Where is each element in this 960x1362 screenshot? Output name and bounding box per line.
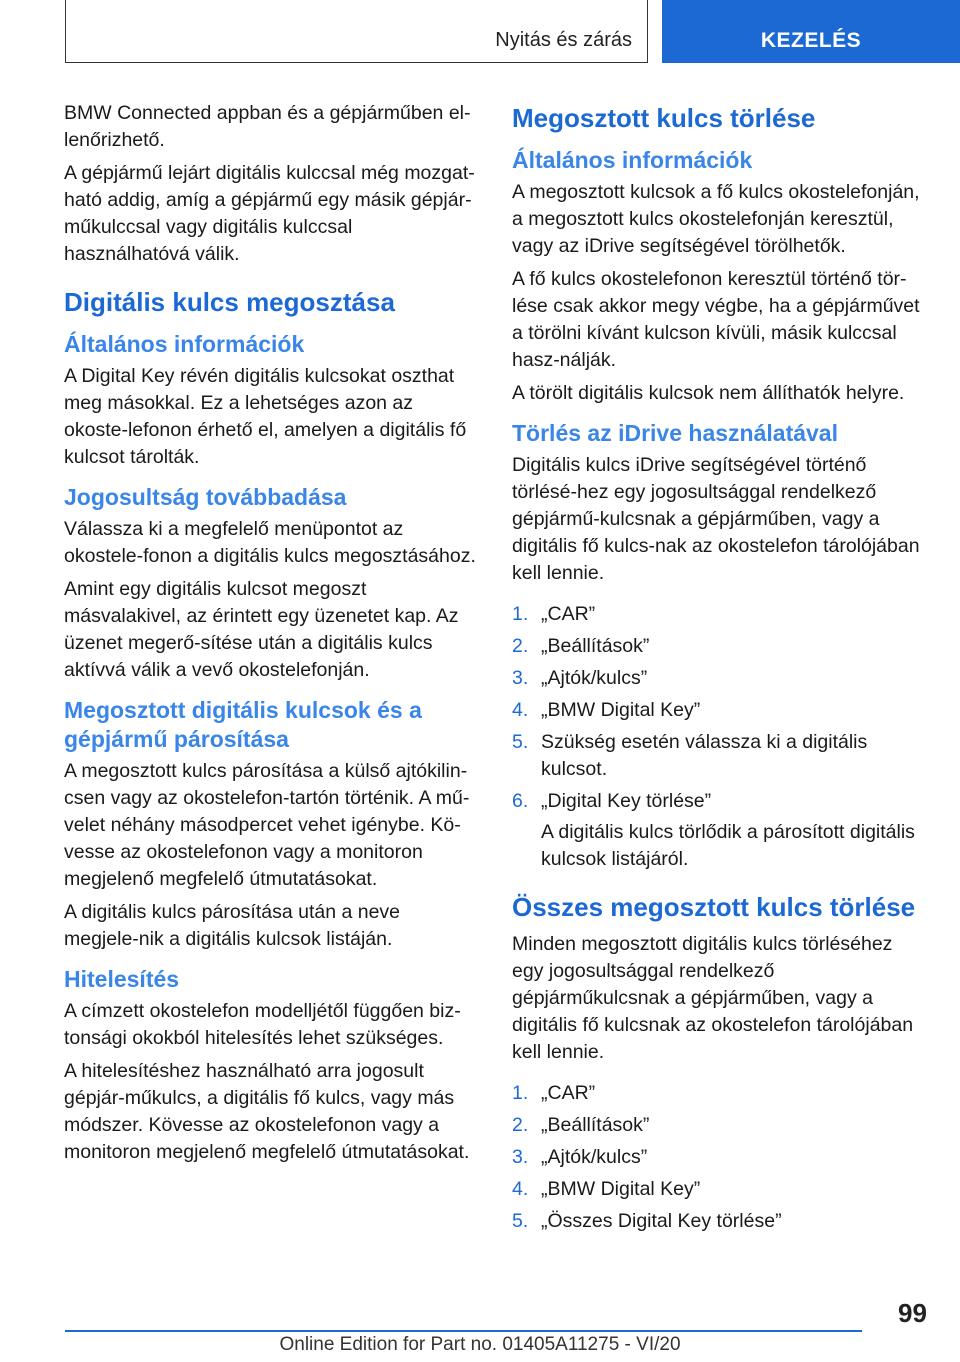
list-item [512, 1208, 928, 1235]
chapter-tab: KEZELÉS [662, 0, 960, 63]
step-text: „Beállítások” [541, 635, 650, 657]
step-text: „Összes Digital Key törlése” [541, 1210, 782, 1232]
subheading-general-info: Általános információk [512, 147, 753, 173]
steps-list-delete-all [512, 1080, 928, 1235]
paragraph: A címzett okostelefon modelljétől függően biz-tonsági okokból hitelesítés lehet szükséges. [64, 1000, 461, 1049]
subheading-authentication: Hitelesítés [64, 966, 180, 992]
step-number: 2. [512, 1114, 529, 1136]
paragraph: A megosztott kulcsok a fő kulcs okostelefonján, a megosztott kulcs okostelefonján keresztül, vagy az iDrive segítségével törölhetők. [512, 181, 920, 257]
step-number: 4. [512, 699, 529, 721]
heading-delete-all-shared-keys: Összes megosztott kulcs törlése [512, 892, 916, 922]
paragraph: Minden megosztott digitális kulcs törléséhez egy jogosultsággal rendelkező gépjárműkulcsnak a gépjárműben, vagy a digitális fő kulcsnak az okostelefon tárolójában kell lennie. [512, 933, 914, 1063]
steps-list-delete-one [512, 601, 928, 873]
step-result-text: A digitális kulcs törlődik a párosított digitális kulcsok listájáról. [541, 821, 915, 870]
paragraph: A Digital Key révén digitális kulcsokat oszthat meg másokkal. Ez a lehetséges azon az okoste-lefonon érhető el, amelyen a digitális fő kulcsot tárolták. [64, 365, 467, 468]
paragraph: A törölt digitális kulcsok nem állíthatók helyre. [512, 382, 905, 404]
subheading-pairing: Megosztott digitális kulcsok és a gépjármű párosítása [64, 697, 422, 752]
subheading-general-info: Általános információk [64, 331, 305, 357]
list-item [512, 665, 928, 692]
step-text: „BMW Digital Key” [541, 1178, 701, 1200]
paragraph: A fő kulcs okostelefonon keresztül történő tör-lése csak akkor megy végbe, ha a gépjárművet a törölni kívánt kulcson kívüli, másik kulccsal hasz-nálják. [512, 268, 920, 371]
list-item [512, 697, 928, 724]
list-item [512, 601, 928, 628]
list-item [512, 788, 928, 873]
step-text: „CAR” [541, 1082, 596, 1104]
footer-edition-text: Online Edition for Part no. 01405A11275 - VI/20 [279, 1334, 681, 1355]
step-text: „Beállítások” [541, 1114, 650, 1136]
step-number: 5. [512, 731, 529, 753]
heading-digital-key-sharing: Digitális kulcs megosztása [64, 287, 395, 317]
subheading-permission-transfer: Jogosultság továbbadása [64, 484, 347, 510]
subheading-delete-via-idrive: Törlés az iDrive használatával [512, 420, 838, 446]
step-text: Szükség esetén válassza ki a digitális kulcsot. [541, 731, 868, 780]
step-text: „BMW Digital Key” [541, 699, 701, 721]
list-item [512, 1080, 928, 1107]
list-item [512, 1112, 928, 1139]
step-number: 2. [512, 635, 529, 657]
heading-delete-shared-key: Megosztott kulcs törlése [512, 103, 816, 133]
step-number: 4. [512, 1178, 529, 1200]
list-item [512, 1176, 928, 1203]
paragraph: Digitális kulcs iDrive segítségével történő törlésé-hez egy jogosultsággal rendelkező gépjármű-kulcsnak a gépjárműben, vagy a digitális fő kulcs-nak az okostelefon tárolójában kell lennie. [512, 454, 920, 584]
step-number: 5. [512, 1210, 529, 1232]
page-number: 99 [898, 1298, 927, 1328]
list-item [512, 1144, 928, 1171]
step-number: 3. [512, 1146, 529, 1168]
section-title: Nyitás és zárás [495, 29, 632, 51]
paragraph: A megosztott kulcs párosítása a külső ajtókilin-csen vagy az okostelefon-tartón történik. A mű-velet néhány másodpercet vehet igénybe. Kö-vesse az okostelefonon vagy a monitoron megjelenő megfelelő útmutatásokat. [64, 760, 470, 890]
list-item [512, 633, 928, 660]
step-text: „Digital Key törlése” [541, 790, 712, 812]
paragraph: A gépjármű lejárt digitális kulccsal még mozgat-ható addig, amíg a gépjármű egy másik gépjár-műkulccsal vagy digitális kulccsal használhatóvá válik. [64, 162, 475, 265]
left-column [64, 100, 480, 1172]
step-text: „Ajtók/kulcs” [541, 1146, 648, 1168]
list-item [512, 729, 928, 783]
step-number: 6. [512, 790, 529, 812]
footer-divider [65, 1330, 862, 1332]
paragraph: A hitelesítéshez használható arra jogosult gépjár-műkulcs, a digitális fő kulcs, vagy más módszer. Kövesse az okostelefonon vagy a monitoron megjelenő megfelelő útmutatásokat. [64, 1060, 470, 1163]
step-body [541, 788, 928, 873]
paragraph: A digitális kulcs párosítása után a neve megjele-nik a digitális kulcsok listáján. [64, 901, 401, 950]
step-text: „CAR” [541, 603, 596, 625]
paragraph: BMW Connected appban és a gépjárműben el-lenőrizhető. [64, 102, 471, 151]
paragraph: Amint egy digitális kulcsot megoszt másvalakivel, az érintett egy üzenetet kap. Az üzenet megerő-sítése után a digitális kulcs aktívvá válik a vevő okostelefonján. [64, 578, 459, 681]
step-text: „Ajtók/kulcs” [541, 667, 648, 689]
paragraph: Válassza ki a megfelelő menüpontot az okostele-fonon a digitális kulcs megosztásához. [64, 518, 476, 567]
step-number: 3. [512, 667, 529, 689]
step-number: 1. [512, 1082, 529, 1104]
step-number: 1. [512, 603, 529, 625]
right-column [512, 100, 928, 1245]
